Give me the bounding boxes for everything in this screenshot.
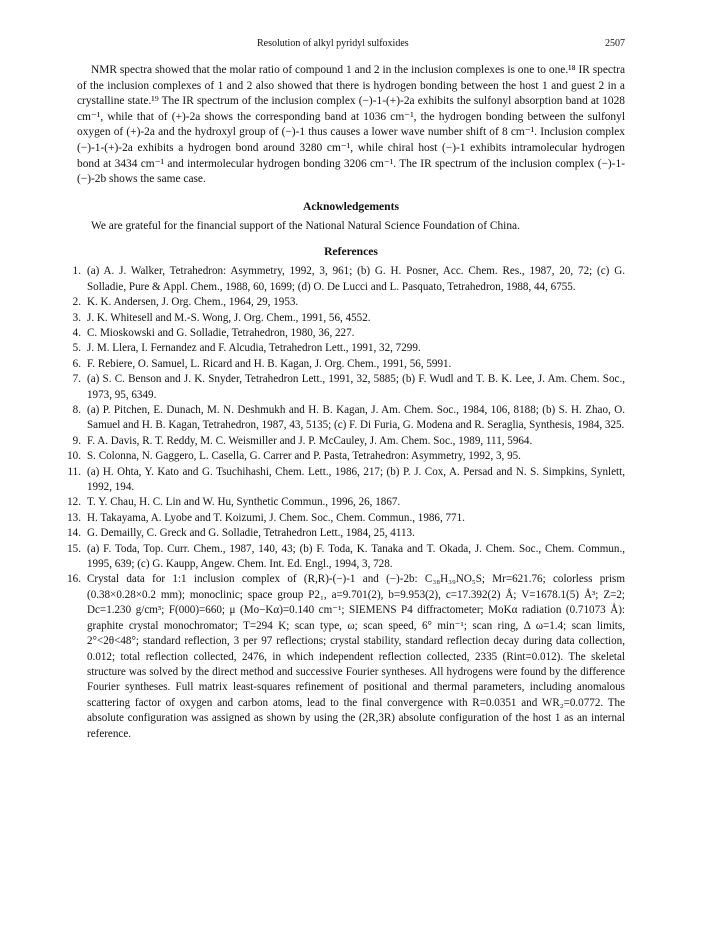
reference-item	[67, 311, 625, 326]
reference-text: (a) S. C. Benson and J. K. Snyder, Tetrahedron Lett., 1991, 32, 5885; (b) F. Wudl and T. B. K. Lee, J. Am. Chem. Soc., 1973, 95, 6349.	[87, 373, 625, 401]
reference-number: 13.	[67, 511, 81, 524]
reference-list	[67, 264, 625, 742]
acknowledgements-text: We are grateful for the financial support of the National Natural Science Foundation of China.	[91, 219, 520, 232]
references-heading: References	[324, 245, 378, 259]
reference-item	[67, 449, 625, 464]
reference-item	[67, 403, 625, 434]
body-paragraph: NMR spectra showed that the molar ratio of compound 1 and 2 in the inclusion complexes is one to one.¹⁸ IR spectra of the inclusion complexes of 1 and 2 also showed that there is hydrogen bonding between the host 1 and guest 2 in a crystalline state.¹⁹ The IR spectrum of the inclusion complex (−)-1-(+)-2a exhibits the sulfonyl absorption band at 1028 cm⁻¹, while that of (+)-2a shows the corresponding band at 1036 cm⁻¹, the hydrogen bonding between the sulfonyl oxygen of (+)-2a and the hydroxyl group of (−)-1 thus causes a lower wave number shift of 8 cm⁻¹. Inclusion complex (−)-1-(+)-2a exhibits a hydrogen bond around 3280 cm⁻¹, while chiral host (−)-1 exhibits intramolecular hydrogen bond at 3434 cm⁻¹ and intermolecular hydrogen bonding 3206 cm⁻¹. The IR spectrum of the inclusion complex (−)-1-(−)-2b shows the same case.	[77, 64, 625, 186]
running-title: Resolution of alkyl pyridyl sulfoxides	[257, 38, 409, 49]
reference-text: F. Rebiere, O. Samuel, L. Ricard and H. B. Kagan, J. Org. Chem., 1991, 56, 5991.	[87, 357, 452, 370]
reference-text: (a) A. J. Walker, Tetrahedron: Asymmetry, 1992, 3, 961; (b) G. H. Posner, Acc. Chem. Res., 1987, 20, 72; (c) G. Solladie, Pure & Appl. Chem., 1988, 60, 1699; (d) O. De Lucci and L. Pasquato, Tetrahedron, 1988, 44, 6755.	[87, 265, 625, 293]
reference-number: 10.	[67, 450, 81, 463]
acknowledgements-heading: Acknowledgements	[303, 199, 399, 213]
reference-text: T. Y. Chau, H. C. Lin and W. Hu, Synthetic Commun., 1996, 26, 1867.	[87, 496, 401, 509]
reference-text: J. K. Whitesell and M.-S. Wong, J. Org. Chem., 1991, 56, 4552.	[87, 311, 371, 324]
reference-number: 7.	[72, 373, 81, 386]
reference-item	[67, 495, 625, 510]
reference-item	[67, 572, 625, 741]
reference-item	[67, 295, 625, 310]
reference-text: J. M. Llera, I. Fernandez and F. Alcudia, Tetrahedron Lett., 1991, 32, 7299.	[87, 342, 421, 355]
reference-item	[67, 264, 625, 295]
reference-number: 16.	[67, 573, 81, 586]
reference-item	[67, 372, 625, 403]
reference-item	[67, 326, 625, 341]
reference-text: H. Takayama, A. Lyobe and T. Koizumi, J. Chem. Soc., Chem. Commun., 1986, 771.	[87, 511, 465, 524]
reference-text: Crystal data for 1:1 inclusion complex of (R,R)-(−)-1 and (−)-2b: C₃₈H₃₉NO₅S; Mr=621.76; colorless prism (0.38×0.28×0.2 mm); monoclinic; space group P2₁, a=9.701(2), b=9.953(2), c=17.392(2) Å; V=1678.1(5) Å³; Z=2; Dc=1.230 g/cm³; F(000)=660; μ (Mo−Kα)=0.140 cm⁻¹; SIEMENS P4 diffractometer; MoKα radiation (0.71073 Å): graphite crystal monochromator; T=294 K; scan type, ω; scan speed, 6° min⁻¹; scan ring, Δ ω=1.4; scan limits, 2°<2θ<48°; standard reflection, 3 per 97 reflections; crystal stability, standard reflection decay during data collection, 0.012; total reflection collected, 2476, in which independent reflection collected, 2335 (Rint=0.012). The skeletal structure was solved by the direct method and successive Fourier syntheses. All hydrogens were found by the difference Fourier syntheses. Full matrix least-squares refinement of positional and thermal parameters, including anomalous scattering factor of oxygen and carbon atoms, lead to the final convergence with R=0.0351 and WR₂=0.0772. The absolute configuration was assigned as shown by using the (2R,3R) absolute configuration of the host 1 as an internal reference.	[87, 573, 625, 740]
reference-text: (a) F. Toda, Top. Curr. Chem., 1987, 140, 43; (b) F. Toda, K. Tanaka and T. Okada, J. Chem. Soc., Chem. Commun., 1995, 639; (c) G. Kaupp, Angew. Chem. Int. Ed. Engl., 1994, 3, 728.	[87, 542, 625, 571]
page-number: 2507	[605, 38, 625, 49]
reference-text: (a) P. Pitchen, E. Dunach, M. N. Deshmukh and H. B. Kagan, J. Am. Chem. Soc., 1984, 106, 8188; (b) S. H. Zhao, O. Samuel and H. B. Kagan, Tetrahedron, 1987, 43, 5135; (c) F. Di Furia, G. Modena and R. Seraglia, Synthesis, 1984, 325.	[87, 404, 625, 432]
reference-number: 4.	[72, 326, 81, 339]
reference-item	[67, 526, 625, 541]
reference-item	[67, 341, 625, 356]
running-header	[77, 38, 625, 49]
reference-text: G. Demailly, C. Greck and G. Solladie, Tetrahedron Lett., 1984, 25, 4113.	[87, 527, 415, 540]
reference-number: 2.	[72, 296, 81, 309]
reference-text: (a) H. Ohta, Y. Kato and G. Tsuchihashi, Chem. Lett., 1986, 217; (b) P. J. Cox, A. Persad and N. S. Simpkins, Synlett, 1992, 194.	[87, 465, 625, 494]
reference-number: 3.	[72, 311, 81, 324]
reference-text: C. Mioskowski and G. Solladie, Tetrahedron, 1980, 36, 227.	[87, 326, 355, 339]
reference-item	[67, 542, 625, 573]
reference-number: 5.	[72, 342, 81, 355]
document-page	[67, 38, 625, 742]
reference-number: 14.	[67, 527, 81, 540]
reference-item	[67, 465, 625, 496]
reference-number: 8.	[72, 404, 81, 416]
reference-item	[67, 434, 625, 449]
reference-number: 11.	[67, 465, 81, 478]
reference-item	[67, 511, 625, 526]
reference-text: S. Colonna, N. Gaggero, L. Casella, G. Carrer and P. Pasta, Tetrahedron: Asymmetry, 1992, 3, 95.	[87, 450, 521, 463]
reference-text: F. A. Davis, R. T. Reddy, M. C. Weismiller and J. P. McCauley, J. Am. Chem. Soc., 1989, 111, 5964.	[87, 434, 533, 447]
reference-item	[67, 357, 625, 372]
reference-number: 1.	[72, 265, 81, 278]
reference-number: 6.	[72, 357, 81, 370]
reference-number: 9.	[72, 434, 81, 447]
reference-number: 12.	[67, 496, 81, 509]
reference-number: 15.	[67, 542, 81, 555]
reference-text: K. K. Andersen, J. Org. Chem., 1964, 29, 1953.	[87, 296, 299, 309]
